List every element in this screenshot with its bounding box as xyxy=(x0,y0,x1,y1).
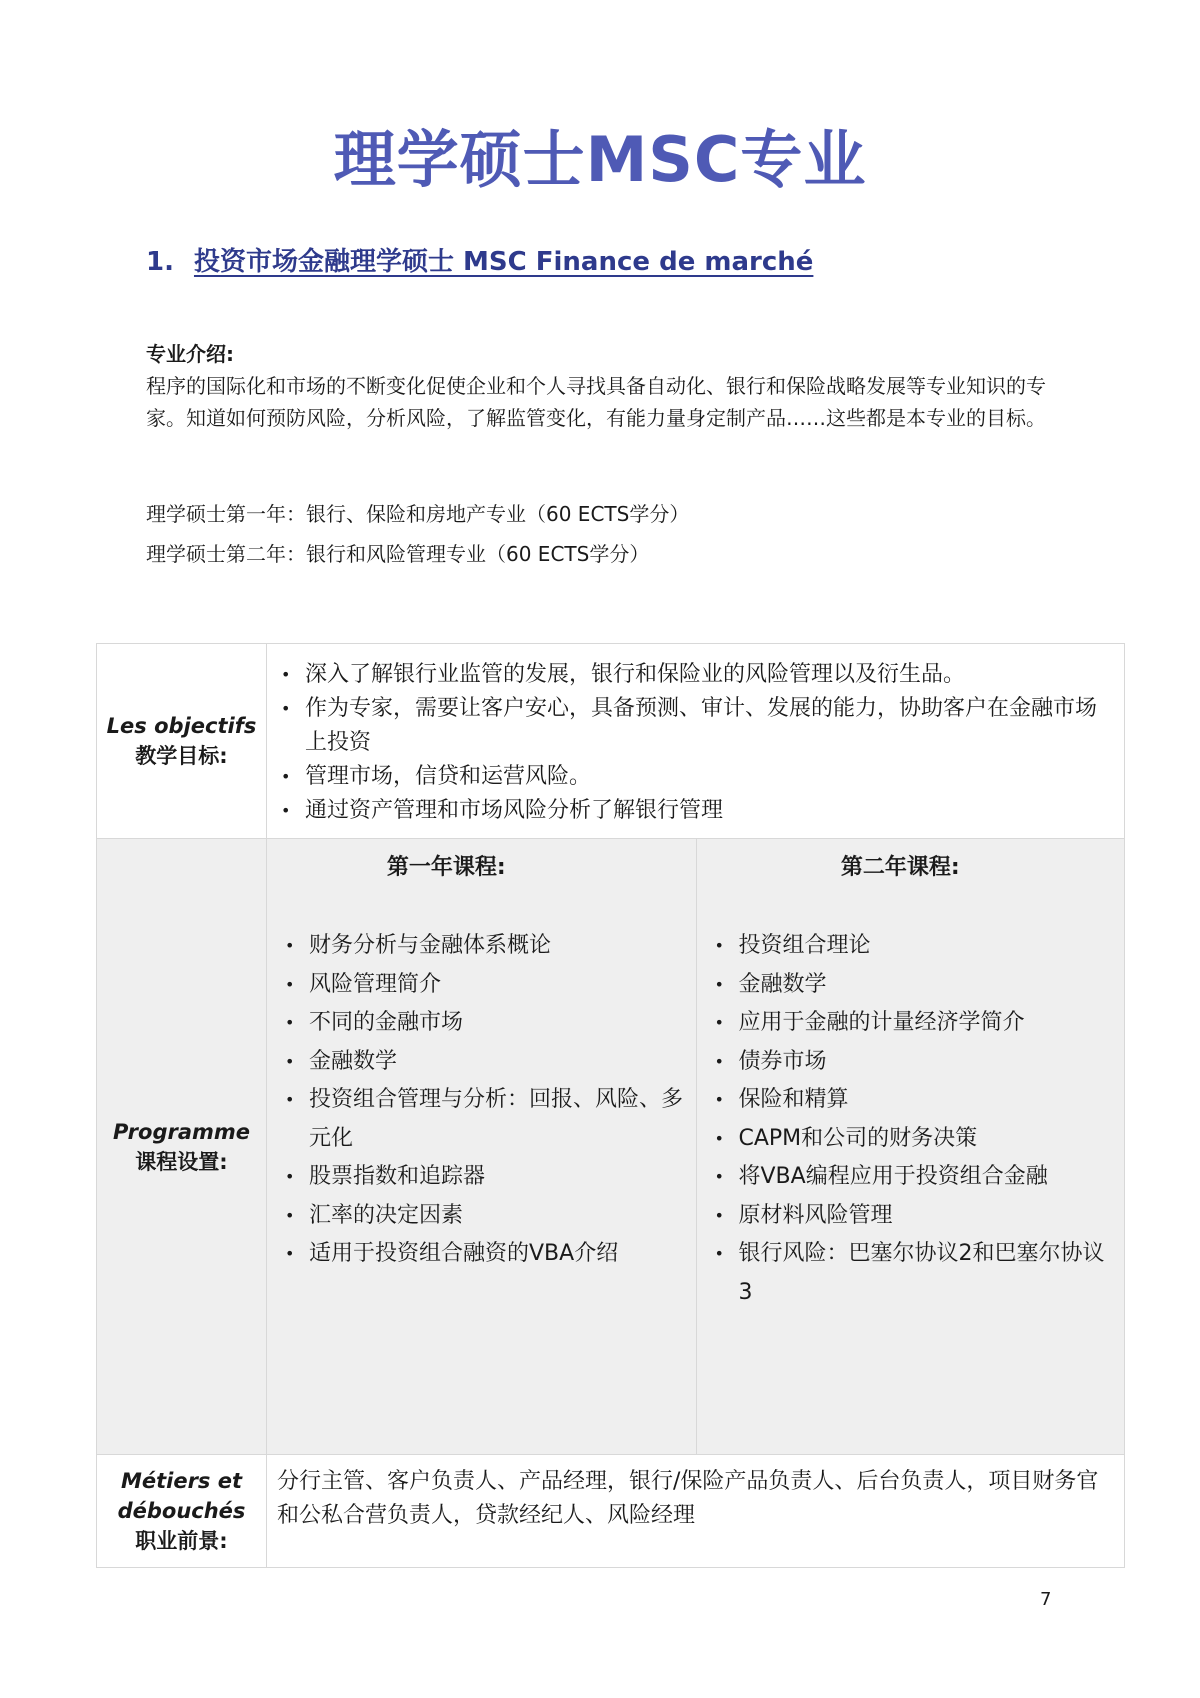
course-item: • 银行风险：巴塞尔协议2和巴塞尔协议3 xyxy=(707,1235,1115,1312)
year-two-course-list xyxy=(707,927,1115,1312)
section-heading-text: 投资市场金融理学硕士 MSC Finance de marché xyxy=(193,247,814,277)
programme-label-cn: 课程设置: xyxy=(135,1149,228,1174)
objectives-list xyxy=(267,644,1124,838)
section-heading xyxy=(146,244,813,280)
objectives-label-fr: Les objectifs xyxy=(106,714,257,738)
programme-row xyxy=(97,839,1125,1455)
programme-columns xyxy=(267,839,1124,1454)
course-item: • 股票指数和追踪器 xyxy=(277,1158,686,1197)
careers-label-cn: 职业前景: xyxy=(135,1529,228,1553)
year-one-title: 第一年课程: xyxy=(386,855,506,880)
course-item: • 原材料风险管理 xyxy=(707,1197,1115,1236)
careers-row xyxy=(97,1455,1125,1568)
intro-block xyxy=(146,338,1066,434)
objectives-label-cn: 教学目标: xyxy=(135,744,228,768)
course-item: • CAPM和公司的财务决策 xyxy=(707,1120,1115,1159)
year-one-courses xyxy=(267,839,696,1454)
section-number: 1. xyxy=(146,247,174,277)
year-two-title: 第二年课程: xyxy=(840,855,960,880)
objective-item: • 作为专家，需要让客户安心，具备预测、审计、发展的能力，协助客户在金融市场上投资 xyxy=(277,692,1104,760)
course-item: • 金融数学 xyxy=(277,1043,686,1082)
course-item: • 将VBA编程应用于投资组合金融 xyxy=(707,1158,1115,1197)
programme-label-cell xyxy=(97,839,267,1455)
programme-content-cell xyxy=(267,839,1125,1455)
course-item: • 金融数学 xyxy=(707,966,1115,1005)
course-item: • 应用于金融的计量经济学简介 xyxy=(707,1004,1115,1043)
page-title: 理学硕士MSC专业 xyxy=(333,123,867,196)
intro-label: 专业介绍: xyxy=(146,342,234,366)
careers-label-cell xyxy=(97,1455,267,1568)
year-two-summary: 理学硕士第二年：银行和风险管理专业（60 ECTS学分） xyxy=(146,542,650,566)
year-two-courses xyxy=(696,839,1125,1454)
objectives-label-cell xyxy=(97,644,267,839)
course-item: • 保险和精算 xyxy=(707,1081,1115,1120)
course-item: • 财务分析与金融体系概论 xyxy=(277,927,686,966)
year-one-course-list xyxy=(277,927,686,1274)
careers-text: 分行主管、客户负责人、产品经理，银行/保险产品负责人、后台负责人，项目财务官和公私合营负责人，贷款经纪人、风险经理 xyxy=(277,1469,1099,1528)
course-item: • 债券市场 xyxy=(707,1043,1115,1082)
course-item: • 风险管理简介 xyxy=(277,966,686,1005)
program-table xyxy=(96,643,1125,1568)
careers-label-fr: Métiers et débouchés xyxy=(117,1469,246,1523)
year-summary xyxy=(146,494,689,574)
course-item: • 适用于投资组合融资的VBA介绍 xyxy=(277,1235,686,1274)
objective-item: • 通过资产管理和市场风险分析了解银行管理 xyxy=(277,794,1104,828)
page-number: 7 xyxy=(1040,1589,1052,1610)
programme-label-fr: Programme xyxy=(112,1119,251,1144)
objective-item: • 管理市场，信贷和运营风险。 xyxy=(277,760,1104,794)
year-one-summary: 理学硕士第一年：银行、保险和房地产专业（60 ECTS学分） xyxy=(146,502,690,526)
course-item: • 投资组合理论 xyxy=(707,927,1115,966)
intro-body: 程序的国际化和市场的不断变化促使企业和个人寻找具备自动化、银行和保险战略发展等专业知识的专家。知道如何预防风险，分析风险，了解监管变化，有能力量身定制产品……这些都是本专业的目标。 xyxy=(146,374,1046,430)
course-item: • 投资组合管理与分析：回报、风险、多元化 xyxy=(277,1081,686,1158)
objectives-content-cell xyxy=(267,644,1125,839)
course-item: • 汇率的决定因素 xyxy=(277,1197,686,1236)
careers-content-cell xyxy=(267,1455,1125,1568)
objective-item: • 深入了解银行业监管的发展，银行和保险业的风险管理以及衍生品。 xyxy=(277,658,1104,692)
objectives-row xyxy=(97,644,1125,839)
course-item: • 不同的金融市场 xyxy=(277,1004,686,1043)
